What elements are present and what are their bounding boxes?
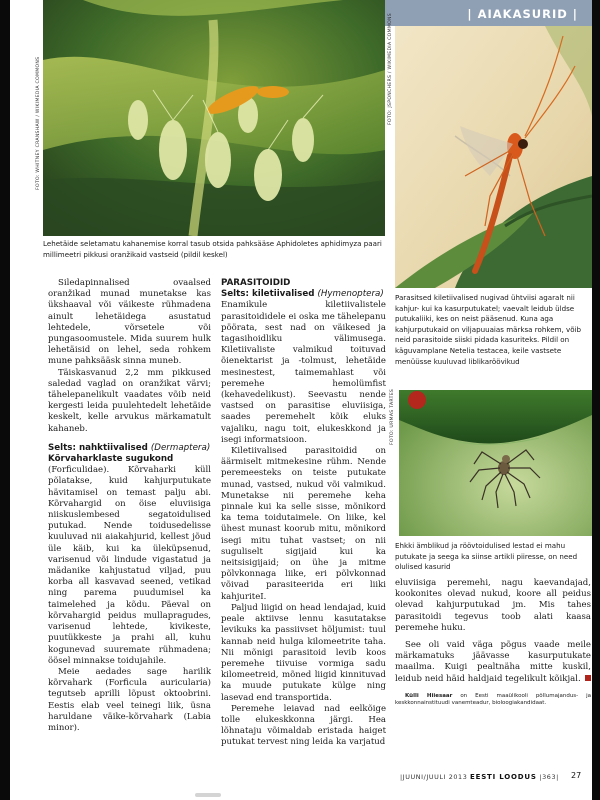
col1-paragraph-2: Täiskasvanud 2,2 mm pikkused saledad vaglad on oranžikat värvi; tähelepanelikult vaadates võib neid kergesti leida puulehtedelt lehetäide keskelt, kelle arvukus märkamatult kahaneb.	[48, 367, 211, 434]
author-name: Külli Hiiesaar	[405, 692, 453, 699]
aphid-photo-credit: FOTO: WHITNEY CRANSHAW / WIKIMEDIA COMMONS	[36, 56, 41, 190]
col1-family-heading: Kõrvaharklaste sugukond	[48, 454, 174, 465]
col1-paragraph-1: Siledapinnalised ovaalsed oranžikad munad munetakse kas ükshaaval või väikeste rühmadena ainult lehetäidega asustatud lehtedele, võrsetele või pungasoomustele. Mida suurem hulk lehetäisid on lehel, seda rohkem mune pahksääsk sinna muneb.	[48, 278, 211, 367]
section-tab: | AIAKASURID |	[286, 0, 592, 26]
page-number: 27	[571, 771, 582, 780]
author-bio	[395, 693, 591, 708]
text-column-1	[48, 278, 211, 734]
col2-paragraph-4: Peremehe leiavad nad eelkõige tolle elukeskkonna järgi. Hea lõhnataju võimaldab eristada haiget putukat tervest ning leida ka varjatud	[221, 703, 386, 748]
col2-section-heading: PARASITOIDID	[221, 278, 291, 288]
right-frame-border	[592, 0, 600, 800]
wasp-photo	[395, 26, 592, 288]
col3-paragraph-2	[395, 640, 591, 685]
col1-order-latin: (Dermaptera)	[150, 442, 211, 453]
spider-photo-credit: FOTO: URMAS TARTES	[390, 388, 395, 445]
col3-paragraph-2-text: See oli vaid väga põgus vaade meile märkamatuks jäävasse kasurputukate maailma. Kuigi pealtnäha mitte kuskil, leidub neid häid haldjaid tegelikult kõikjal.	[395, 640, 591, 684]
article-end-mark	[585, 675, 591, 681]
spider-photo	[399, 390, 592, 536]
col3-paragraph-1: eluviisiga peremehi, nagu kaevandajad, kookonites olevad nukud, koore all peidus olevad kahjurputukad jm. Mis tahes parasitoidi tegevus toob alati kaasa peremehe huku.	[395, 578, 591, 633]
aphid-caption: Lehetäide seletamatu kahanemise korral tasub otsida pahksääse Aphidoletes aphidimyza paari millimeetri pikkusi oranžikaid vastseid (pildil keskel)	[43, 239, 382, 259]
page-footer	[400, 773, 559, 781]
left-frame-border	[0, 0, 10, 800]
col2-order-latin: (Hymenoptera)	[317, 289, 384, 300]
col2-order-heading	[221, 289, 386, 300]
wasp-photo-credit: FOTO: JSPONCHERS / WIKIMEDIA COMMONS	[388, 13, 393, 125]
col1-order-name: Selts: nahktiivalised	[48, 442, 148, 453]
footer-issue-date: |JUUNI/JUULI 2013	[400, 773, 468, 781]
col1-paragraph-4: Meie aedades sage harilik kõrvahark (Forficula auricularia) tegutseb aprilli lõpust oktoobrini. Eestis elab veel teinegi liik, üsna haruldane väike-kõrvahark (Labia minor).	[48, 666, 211, 733]
footer-issue-number: |363|	[539, 773, 559, 781]
parasitic-wasp-photo-icon	[395, 26, 592, 288]
col2-paragraph-2: Kiletiivalised parasitoidid on äärmiselt mitmekesine rühm. Nende peremeesteks on teiste putukate munad, vastsed, nukud või valmikud. Munetakse nii peremehe keha pinnale kui ka selle sisse, mõnikord ka tema toidutaimele. On liike, kel ühest munast koorub mitu, mõnikord isegi mitu tuhat vastset; on nii suguliselt sigijaid kui ka neitsisigijaid; on ühe ja mitme põlvkonnaga liike, eri põlvkonnad võivad parasiteerida eri liiki kahjuriteI.	[221, 446, 386, 602]
text-column-2	[221, 278, 386, 749]
author-description: on Eesti maaülikooli põllumajandus- ja keskkonnainstituudi vanemteadur, bioloogiakandidaat.	[395, 692, 591, 707]
aphid-colony-photo-icon	[43, 0, 385, 236]
col2-paragraph-1: Enamikule kiletiivalistele parasitoididele ei oska me tähelepanu pöörata, sest nad on väikesed ja tagasihoidliku välimusega. Kiletiivaliste valmikud toituvad õienektarist ja -tolmust, lehetäide mesinestest, taimemahlast või peremehe hemolümfist (kehavedelikust). Seevastu nende vastsed on parasitise eluviisiga, saades peremehelt kõik eluks vajaliku, nagu toit, elukeskkond ja isegi informatsioon.	[221, 300, 386, 445]
col1-order-heading	[48, 443, 211, 454]
spider-caption: Ehkki ämblikud ja röövtoidulised lestad ei mahu putukate ja seega ka siinse artikli piiresse, on need olulised kasurid	[395, 541, 578, 572]
col1-paragraph-3: (Forficulidae). Kõrvaharki küll põlatakse, kuid kahjurputukate hävitamisel on temast palju abi. Kõrvahargid on öise eluviisiga niiskuslembesed segatoidulised putukad. Nende toidusedelisse kuuluvad nii aiakahjurid, kellest jõud üle käib, kui ka üleküpsenud, varisenud või lindude vigastatud ja mädanike kahjustatud viljad, puu korba all kasvavad seened, vetikad ning parema puudumisel ka taimelehed ja kõdu. Päeval on kõrvahargid peidus mullapragudes, varisenud lehtede, kivikeste, puutükkeste ja prahi all, kuhu kogunevad suuremate rühmadena; öösel minnakse toidujahile.	[48, 465, 211, 666]
text-column-3	[395, 578, 591, 708]
col2-order-name: Selts: kiletiivalised	[221, 289, 315, 300]
spider-photo-icon	[399, 390, 592, 536]
scroll-indicator[interactable]	[195, 793, 221, 797]
wasp-caption: Parasitsed kiletiivalised nugivad ühtviisi agaralt nii kahjur- kui ka kasurputukatel; vaevalt leidub üldse putukaliiki, kes on neist pääsenud. Kuna aga kahjurputukaid on viljapuuaias märksa rohkem, võib neid parasitoide siiski pidada kasuriteks. Pildil on käguvamplane Netelia testacea, keile vastsete menüüsse kuuluvad liblikaröövikud	[395, 293, 582, 366]
footer-magazine-title: EESTI LOODUS	[470, 773, 537, 781]
aphid-photo	[43, 0, 385, 236]
col2-paragraph-3: Paljud liigid on head lendajad, kuid peale aktiivse lennu kasutatakse levikuks ka passiivset hõljumist: tuul kannab neid hulga kilomeetrite taha. Nii mõnigi parasitoid levib koos peremehe tiivuise vormiga sadu kilomeetreid, mõned liigid kinnituvad ka muude putukate külge ning lasevad end transportida.	[221, 602, 386, 703]
